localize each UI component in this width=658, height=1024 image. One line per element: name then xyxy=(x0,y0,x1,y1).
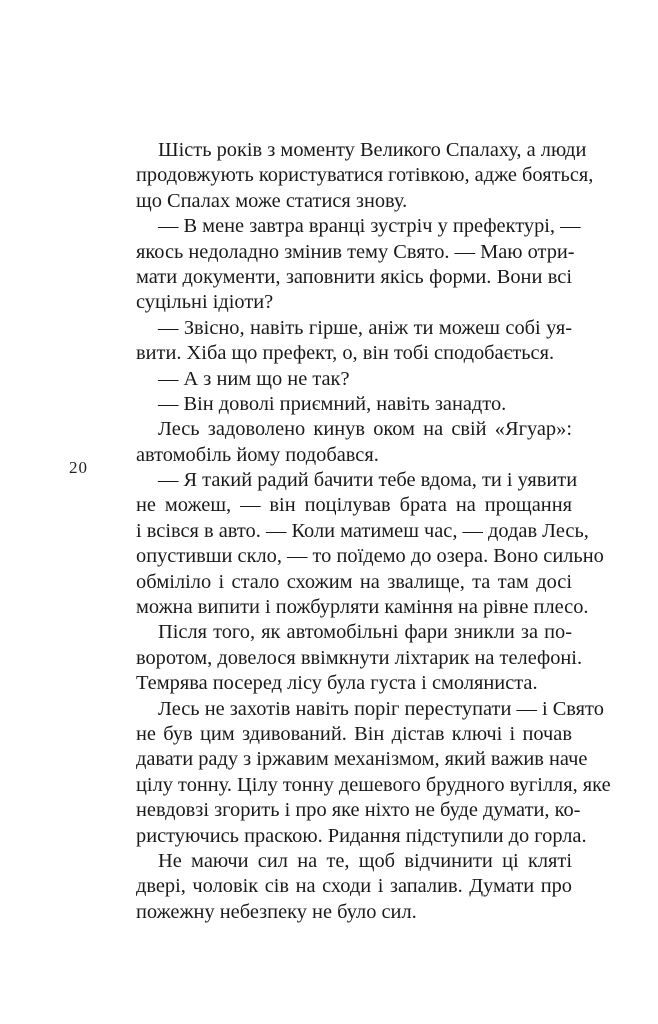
text-line: мати документи, заповнити якісь форми. Вони всі xyxy=(136,265,572,288)
text-line: що Спалах може статися знову. xyxy=(136,189,408,212)
text-line: — Я такий радий бачити тебе вдома, ти і уявити xyxy=(158,469,578,492)
text-line: невдовзі згорить і про яке ніхто не буде думати, ко- xyxy=(136,799,581,822)
body-text xyxy=(136,138,611,925)
text-line: Шість років з моменту Великого Спалаху, а люди xyxy=(158,139,587,161)
text-line: — В мене завтра вранці зустріч у префектурі, — xyxy=(158,215,581,238)
text-line: суцільні ідіоти? xyxy=(136,291,274,314)
text-line: Лесь не захотів навіть поріг переступати — і Свято xyxy=(158,697,604,720)
text-line: — Звісно, навіть гірше, аніж ти можеш собі уя- xyxy=(158,316,572,339)
text-line: давати раду з іржавим механізмом, який важив наче xyxy=(136,748,588,771)
text-line: Не маючи сил на те, щоб відчинити ці кляті xyxy=(158,849,572,872)
text-line: пожежну небезпеку не було сил. xyxy=(136,900,417,923)
text-line: цілу тонну. Цілу тонну дешевого брудного вугілля, яке xyxy=(136,773,611,796)
text-line: можна випити і пожбурляти каміння на рівне плесо. xyxy=(136,596,589,619)
text-line: і всівся в авто. — Коли матимеш час, — додав Лесь, xyxy=(136,519,589,542)
text-line: — А з ним що не так? xyxy=(158,367,350,390)
text-line: ристуючись праскою. Ридання підступили до горла. xyxy=(136,824,587,847)
text-line: Після того, як автомобільні фари зникли за по- xyxy=(158,621,572,644)
text-line: продовжують користуватися готівкою, адже бояться, xyxy=(136,164,594,187)
text-line: обміліло і стало схожим на звалище, та там досі xyxy=(136,570,572,593)
text-line: — Він доволі приємний, навіть занадто. xyxy=(158,392,507,415)
text-line: опустивши скло, — то поїдемо до озера. Воно сильно xyxy=(136,545,604,568)
text-line: двері, чоловік сів на сходи і запалив. Думати про xyxy=(136,875,572,898)
text-line: воротом, довелося ввімкнути ліхтарик на телефоні. xyxy=(136,646,583,669)
page-number: 20 xyxy=(69,458,88,477)
text-line: не можеш, — він поцілував брата на прощання xyxy=(136,494,572,517)
text-line: якось недоладно змінив тему Свято. — Маю отри- xyxy=(136,240,575,263)
text-line: Лесь задоволено кинув оком на свій «Ягуар»: xyxy=(158,418,572,441)
text-line: вити. Хіба що префект, о, він тобі сподобається. xyxy=(136,342,555,365)
text-line: автомобіль йому подобався. xyxy=(136,443,379,466)
text-line: не був цим здивований. Він дістав ключі і почав xyxy=(136,722,572,745)
text-line: Темрява посеред лісу була густа і смоляниста. xyxy=(136,672,538,695)
